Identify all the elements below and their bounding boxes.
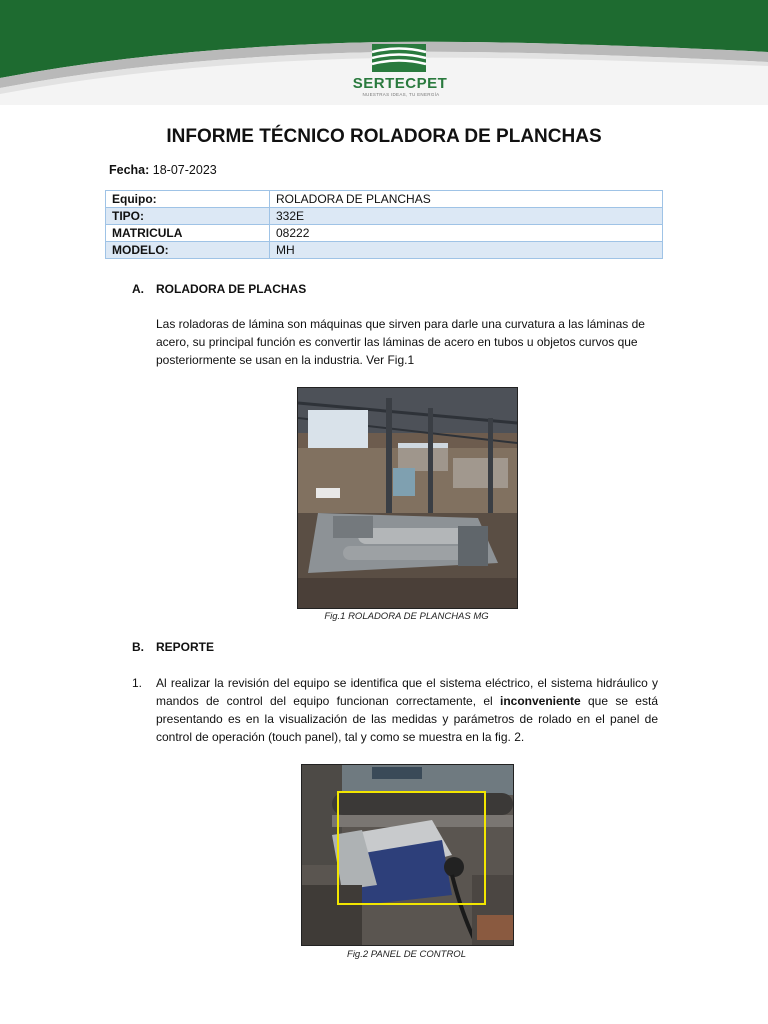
date-value: 18-07-2023 bbox=[152, 163, 217, 177]
section-b-letter: B. bbox=[132, 640, 144, 654]
table-value: MH bbox=[270, 242, 663, 259]
page-header bbox=[0, 0, 768, 105]
list-item-bold-word: inconveniente bbox=[500, 694, 581, 708]
section-a-heading bbox=[132, 282, 306, 296]
section-a-paragraph: Las roladoras de lámina son máquinas que sirven para darle una curvatura a las láminas de acero, su principal función es convertir las láminas de acero en tubos u objetos curvos que posteriormente se usan en la industria. Ver Fig.1 bbox=[156, 317, 645, 367]
table-value: ROLADORA DE PLANCHAS bbox=[270, 191, 663, 208]
table-key: MODELO: bbox=[106, 242, 270, 259]
section-a-letter: A. bbox=[132, 282, 144, 296]
table-key: MATRICULA bbox=[106, 225, 270, 242]
table-row bbox=[106, 191, 663, 208]
logo-tagline: NUESTRAS IDEAS, TU ENERGÍA bbox=[362, 92, 440, 97]
list-item-text-part-2: que se está presentando es en la visualización de las medidas y parámetros de rolado en el panel de control de operación (touch panel), tal y como se muestra en la fig. 2. bbox=[156, 694, 658, 744]
table-row bbox=[106, 225, 663, 242]
table-value: 08222 bbox=[270, 225, 663, 242]
report-title: INFORME TÉCNICO ROLADORA DE PLANCHAS bbox=[166, 126, 602, 147]
table-key: Equipo: bbox=[106, 191, 270, 208]
list-item-text bbox=[156, 674, 658, 746]
logo-wordmark: SERTECPET bbox=[352, 75, 448, 92]
control-panel-photo bbox=[302, 765, 513, 945]
figure-1-caption: Fig.1 ROLADORA DE PLANCHAS MG bbox=[324, 611, 489, 622]
section-b-title: REPORTE bbox=[156, 640, 215, 654]
sertecpet-logo bbox=[318, 42, 482, 100]
table-value: 332E bbox=[270, 208, 663, 225]
equipment-info-table bbox=[105, 190, 663, 259]
figure-2-photo bbox=[301, 764, 514, 946]
table-key: TIPO: bbox=[106, 208, 270, 225]
figure-2-caption: Fig.2 PANEL DE CONTROL bbox=[347, 949, 466, 960]
logo-flag-icon bbox=[318, 42, 482, 74]
table-row bbox=[106, 208, 663, 225]
table-row bbox=[106, 242, 663, 259]
section-b-heading bbox=[132, 640, 214, 654]
list-item-text-part-1: Al realizar la revisión del equipo se identifica que el sistema eléctrico, el sistema hidráulico y mandos de control del equipo funcionan correctamente, el bbox=[156, 676, 658, 708]
report-date bbox=[109, 163, 217, 177]
section-a-title: ROLADORA DE PLACHAS bbox=[156, 282, 307, 296]
figure-1-photo bbox=[297, 387, 518, 609]
plate-roller-photo bbox=[298, 388, 517, 608]
list-item-number: 1. bbox=[132, 676, 143, 690]
date-label: Fecha: bbox=[109, 163, 150, 177]
